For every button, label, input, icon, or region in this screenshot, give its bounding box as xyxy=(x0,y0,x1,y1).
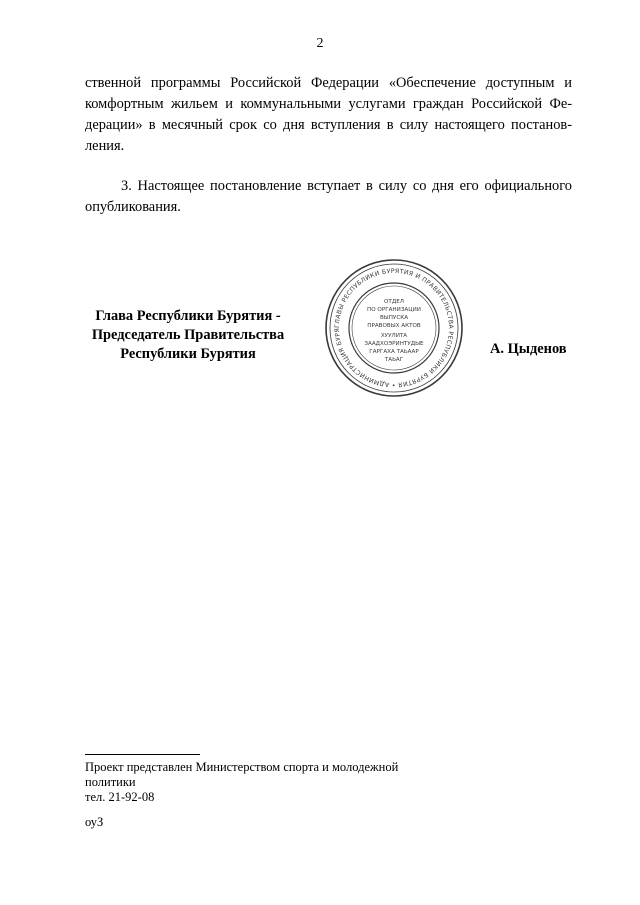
signer-title xyxy=(76,307,300,364)
signer-title-line: Глава Республики Бурятия - xyxy=(95,308,281,324)
paragraph-line: 3. Настоящее постановление вступает в силу со дня его официального xyxy=(121,178,572,194)
seal-center-line: ОТДЕЛ xyxy=(384,299,404,305)
signer-name: А. Цыденов xyxy=(490,341,567,357)
page-number: 2 xyxy=(316,36,324,51)
seal-center-line: ПО ОРГАНИЗАЦИИ xyxy=(367,307,421,313)
paragraph-line: комфортным жильем и коммунальными услугами граждан Российской Фе- xyxy=(85,96,572,112)
paragraph-line: ления. xyxy=(85,138,125,154)
footnote xyxy=(85,760,425,805)
paragraph-line: дерации» в месячный срок со дня вступления в силу настоящего постанов- xyxy=(85,117,572,133)
seal-center-line: ТАЬАГ xyxy=(384,357,404,363)
footnote-line: Проект представлен Министерством спорта и молодежной xyxy=(85,760,399,774)
seal-center-line: ПРАВОВЫХ АКТОВ xyxy=(367,323,421,329)
seal-center-line: ВЫПУСКА xyxy=(379,315,409,321)
document-code: оуЗ xyxy=(85,815,104,829)
seal-center-line: ГАРГАХА ТАЬААР xyxy=(369,349,419,355)
paragraph-1 xyxy=(85,73,572,157)
paragraph-line: опубликования. xyxy=(85,199,181,215)
footnote-line: политики xyxy=(85,775,136,789)
paragraph-line: ственной программы Российской Федерации «Обеспечение доступным и xyxy=(85,75,572,91)
signer-title-line: Председатель Правительства xyxy=(91,327,285,343)
footnote-divider xyxy=(85,754,200,755)
seal-center-line: ЗААДХОЭРИНТУДЫЕ xyxy=(364,341,424,347)
seal-ring-text: ГЛАВЫ РЕСПУБЛИКИ БУРЯТИЯ И ПРАВИТЕЛЬСТВА РЕСПУБЛИКИ БУРЯТИЯ • АДМИНИСТРАЦИЯ БУРЯ xyxy=(333,267,455,389)
seal-center-line: ХУУЛИТА xyxy=(380,333,408,339)
paragraph-2 xyxy=(85,176,572,218)
signer-title-line: Республики Бурятия xyxy=(120,346,256,362)
footnote-line: тел. 21-92-08 xyxy=(85,790,155,804)
official-seal xyxy=(324,258,464,398)
